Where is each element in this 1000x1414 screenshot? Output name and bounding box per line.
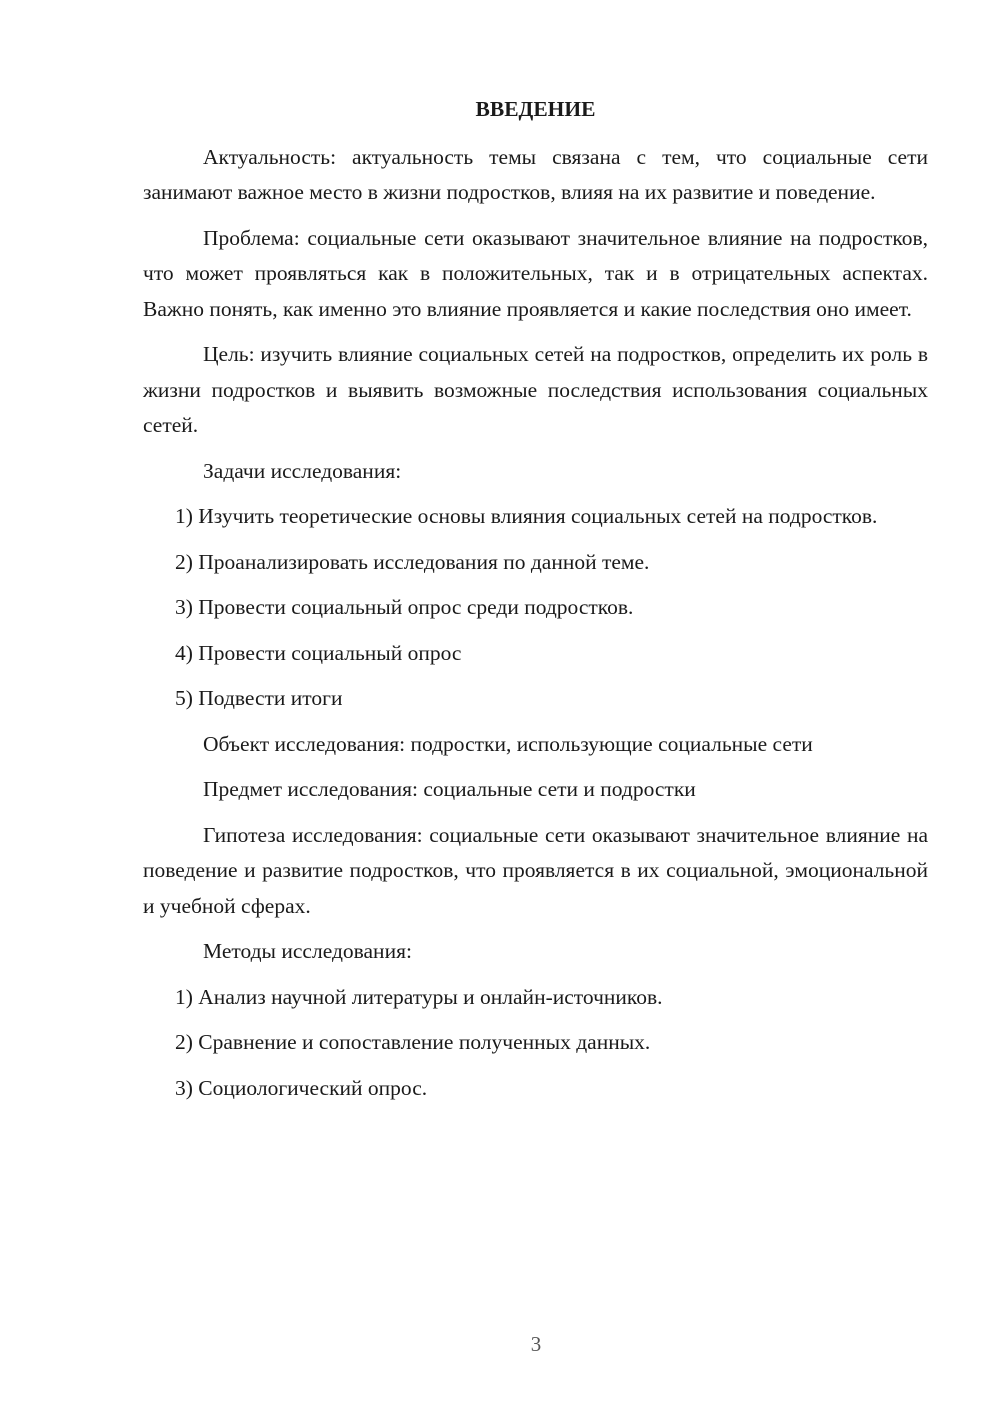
hypothesis-paragraph: Гипотеза исследования: социальные сети оказывают значительное влияние на поведение и развитие подростков, что проявляется в их социальной, эмоциональной и учебной сферах. [143,822,928,918]
section-title: ВВЕДЕНИЕ [475,97,596,121]
object-paragraph: Объект исследования: подростки, использующие социальные сети [203,731,813,756]
page-number: 3 [530,1332,542,1356]
subject-paragraph: Предмет исследования: социальные сети и подростки [203,777,696,801]
task-item: 3) Провести социальный опрос среди подростков. [175,595,634,619]
method-item: 2) Сравнение и сопоставление полученных данных. [175,1030,651,1054]
document-page [143,92,928,1116]
task-item: 1) Изучить теоретические основы влияния социальных сетей на подростков. [175,504,878,528]
goal-paragraph: Цель: изучить влияние социальных сетей на подростков, определить их роль в жизни подростков и выявить возможные последствия использования социальных сетей. [143,342,928,437]
task-item: 4) Провести социальный опрос [175,640,462,665]
task-item: 5) Подвести итоги [175,686,343,710]
methods-heading: Методы исследования: [203,939,412,963]
problem-paragraph: Проблема: социальные сети оказывают значительное влияние на подростков, что может проявляться как в положительных, так и в отрицательных аспектах. Важно понять, как именно это влияние проявляется и какие последствия оно имеет. [143,225,928,321]
method-item: 1) Анализ научной литературы и онлайн-источников. [175,984,663,1009]
relevance-paragraph: Актуальность: актуальность темы связана с тем, что социальные сети занимают важное место в жизни подростков, влияя на их развитие и поведение. [143,144,928,204]
method-item: 3) Социологический опрос. [175,1075,428,1100]
tasks-heading: Задачи исследования: [203,458,402,483]
task-item: 2) Проанализировать исследования по данной теме. [175,549,650,574]
